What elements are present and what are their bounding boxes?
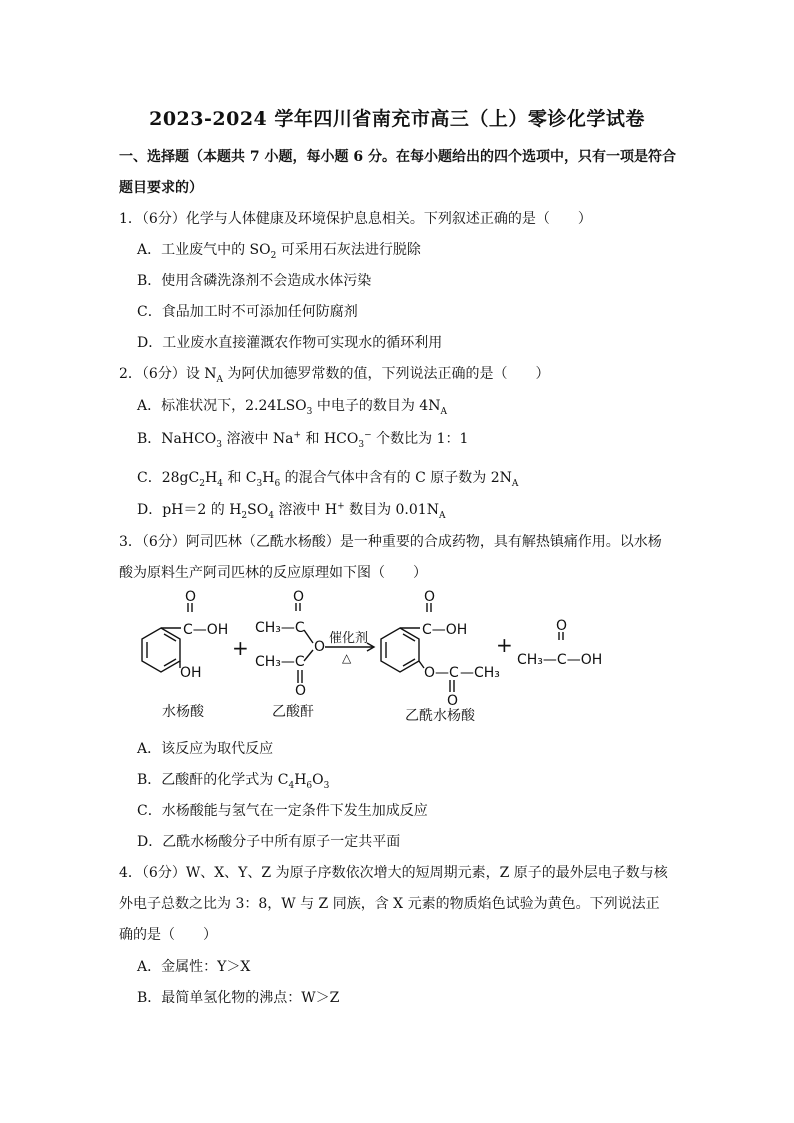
aspirin-ch3-label: —CH₃ <box>460 665 500 681</box>
question-3-option-a: A．该反应为取代反应 <box>137 741 274 757</box>
question-4-option-b: B．最简单氢化物的沸点：W＞Z <box>137 990 340 1006</box>
question-1-option-a: A．工业废气中的 $SO_2$ 可采用石灰法进行脱除 <box>137 242 421 261</box>
question-4-stem-line3: 确的是（ ） <box>119 927 217 943</box>
question-1-option-b: B．使用含磷洗涤剂不会造成水体污染 <box>137 273 372 289</box>
anhydride-o-bottom: O <box>295 683 307 699</box>
acetic-anhydride-name: 乙酸酐 <box>272 704 314 720</box>
section-heading-line1: 一、选择题（本题共 7 小题，每小题 6 分。在每小题给出的四个选项中，只有一项是符合 <box>119 149 676 165</box>
page-title: 2023-2024 学年四川省南充市高三（上）零诊化学试卷 <box>149 108 645 130</box>
acetic-acid-o-label: O <box>556 618 568 634</box>
question-2-option-d: D．pH＝2 的 $H_2SO_4$ 溶液中 H+ 数目为 $0.01N_A$ <box>137 501 446 521</box>
question-3-stem-line2: 酸为原料生产阿司匹林的反应原理如下图（ ） <box>119 565 427 581</box>
aspirin-oc-label: O—C <box>424 665 459 681</box>
heat-label: △ <box>342 651 352 665</box>
plus-sign-2: + <box>496 633 513 657</box>
question-1-stem: 1．（6分）化学与人体健康及环境保护息息相关。下列叙述正确的是（ ） <box>119 211 592 227</box>
aspirin-name: 乙酰水杨酸 <box>405 708 475 724</box>
salicylic-oh-label: OH <box>180 665 202 681</box>
question-2-option-a: A．标准状况下，$2.24LSO_3$ 中电子的数目为 $4N_A$ <box>137 398 447 417</box>
acetic-acid-label: CH₃—C—OH <box>517 652 603 668</box>
question-3-option-b: B．乙酸酐的化学式为 $C_4H_6O_3$ <box>137 772 330 791</box>
salicylic-acid-name: 水杨酸 <box>162 704 204 720</box>
anhydride-ch3c-bottom: CH₃—C <box>255 654 305 670</box>
question-3-option-c: C．水杨酸能与氢气在一定条件下发生加成反应 <box>137 803 428 819</box>
question-2-option-c: C．$28gC_2H_4$ 和 $C_3H_6$ 的混合气体中含有的 C 原子数为 $2N_A$ <box>137 470 519 489</box>
anhydride-bridge-o: O <box>314 639 326 655</box>
aspirin-benzene-ring <box>381 628 419 672</box>
question-4-option-a: A．金属性：Y＞X <box>137 959 251 975</box>
aspirin-o-top: O <box>424 589 436 605</box>
salicylic-o-label: O <box>185 589 197 605</box>
aspirin-cooh-label: C—OH <box>422 622 468 638</box>
question-1-option-c: C．食品加工时不可添加任何防腐剂 <box>137 304 358 320</box>
aspirin-o-bottom: O <box>447 693 459 709</box>
section-heading-line2: 题目要求的） <box>119 180 203 196</box>
anhydride-o-top: O <box>293 589 305 605</box>
anhydride-ch3c-top: CH₃—C <box>255 620 305 636</box>
question-2-option-b: B．NaHCO$_3$ 溶液中 Na+ 和 $HCO_3^-$ 个数比为 1：1 <box>137 430 469 450</box>
question-3-option-d: D．乙酰水杨酸分子中所有原子一定共平面 <box>137 834 401 850</box>
question-3-stem-line1: 3．（6分）阿司匹林（乙酰水杨酸）是一种重要的合成药物，具有解热镇痛作用。以水杨 <box>119 534 662 550</box>
plus-sign-1: + <box>232 636 249 660</box>
question-4-stem-line2: 外电子总数之比为 3：8，W 与 Z 同族，含 X 元素的物质焰色试验为黄色。下列说法正 <box>119 896 660 912</box>
question-2-stem: 2．（6分）设 $N_A$ 为阿伏加德罗常数的值，下列说法正确的是（ ） <box>119 366 550 385</box>
salicylic-cooh-label: C—OH <box>183 622 229 638</box>
question-4-stem-line1: 4．（6分）W、X、Y、Z 为原子序数依次增大的短周期元素，Z 原子的最外层电子数与核 <box>119 865 668 881</box>
question-1-option-d: D．工业废水直接灌溉农作物可实现水的循环利用 <box>137 335 443 351</box>
catalyst-label: 催化剂 <box>329 631 369 646</box>
